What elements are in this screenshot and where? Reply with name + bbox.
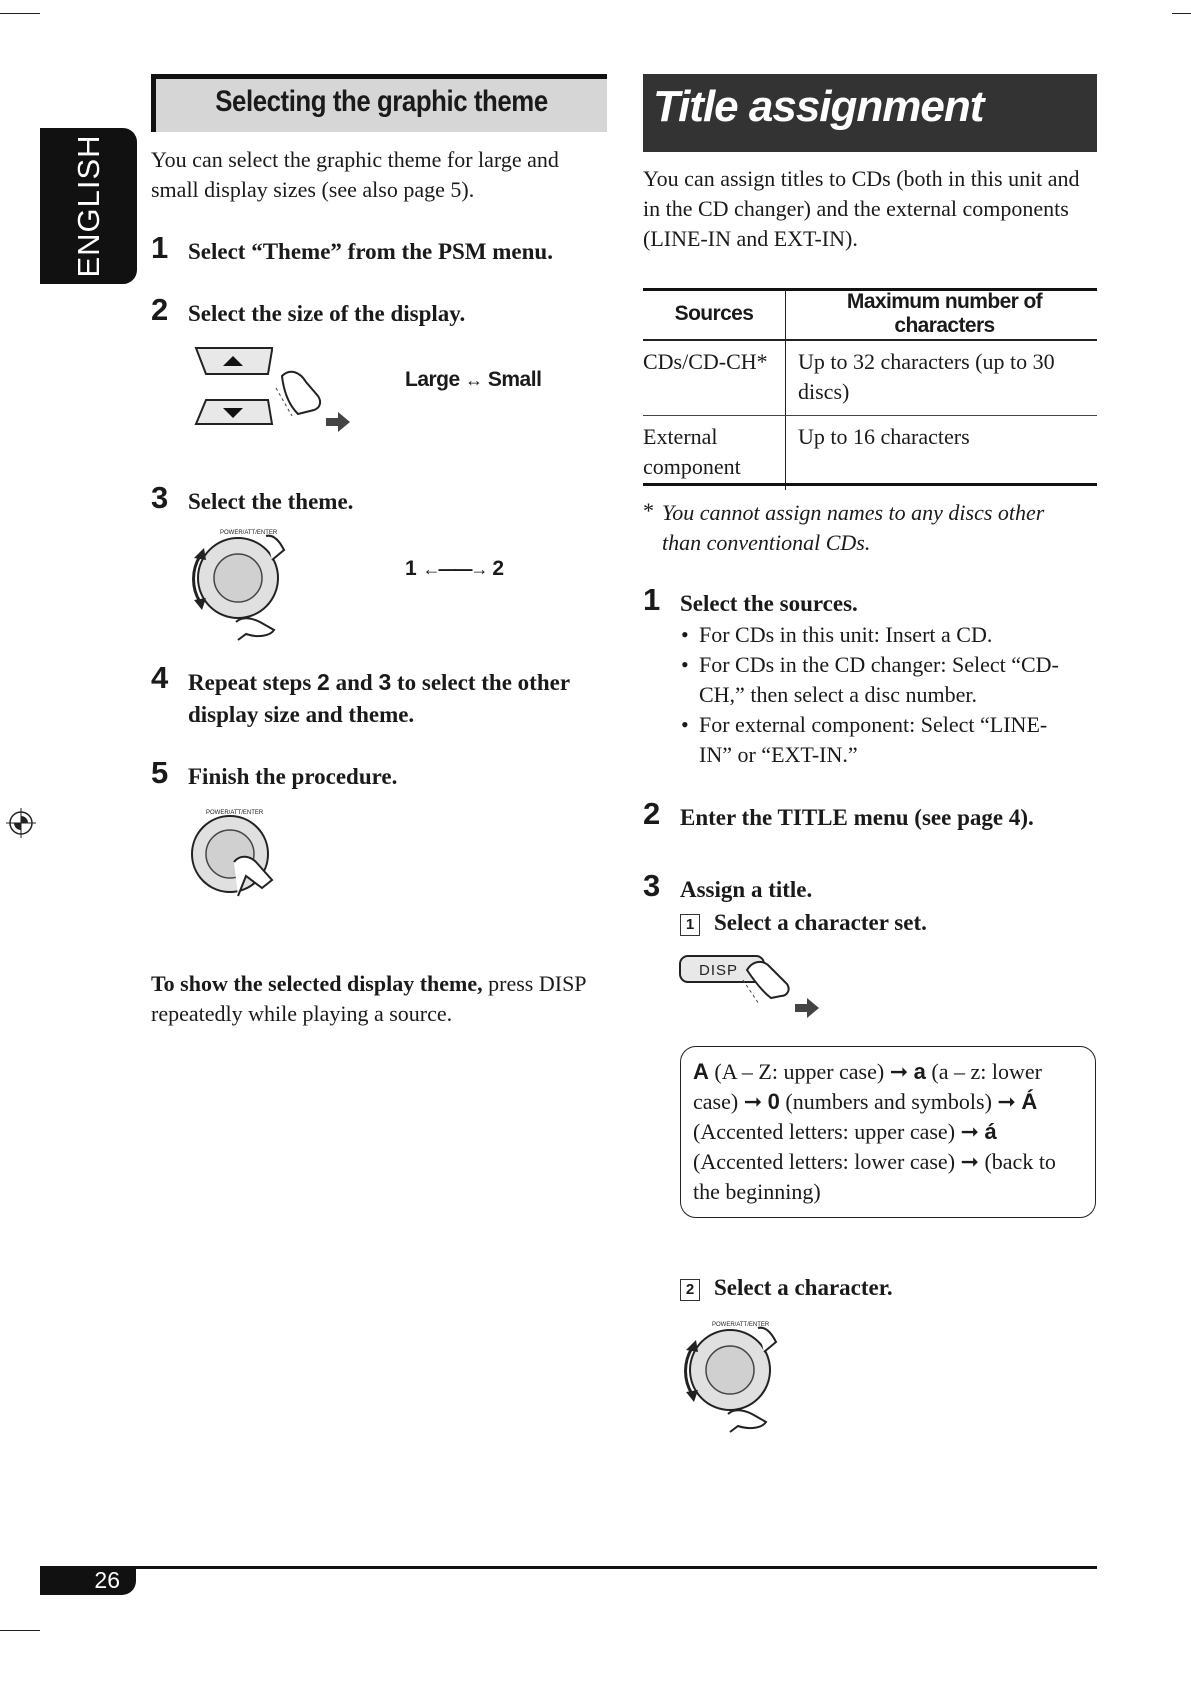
disp-button-illustration (677, 952, 837, 1022)
size-toggle (405, 368, 541, 392)
page-number: 26 (40, 1566, 136, 1595)
character-set-cycle: A (A – Z: upper case) ➞ a (a – z: lower case) ➞ 0 (numbers and symbols) ➞ Á (Accented letters: upper case) ➞ á (Accented letters: lower case) ➞ (back to the beginning) (680, 1046, 1096, 1218)
step-number: 3 (151, 480, 169, 515)
table-header: Maximum number of characters (786, 289, 1098, 340)
table-header: Sources (643, 289, 786, 340)
display-theme-note: To show the selected display theme, press DISP repeatedly while playing a source. (151, 971, 586, 1026)
table-cell: External component (643, 424, 741, 479)
step-number: 4 (151, 660, 169, 695)
svg-text:POWER/ATT/ENTER: POWER/ATT/ENTER (712, 1322, 770, 1328)
bidirectional-arrow-icon: ↔ (465, 370, 483, 390)
list-item: • For CDs in the CD changer: Select “CD-CH,” then select a disc number. (680, 650, 1080, 710)
arrow-right-icon: ➞ (889, 1059, 909, 1084)
knob-label: POWER/ATT/ENTER (220, 530, 278, 536)
footnote: You cannot assign names to any discs other than conventional CDs. (662, 500, 1045, 555)
substep-number: 2 (680, 1279, 700, 1301)
table-cell: Up to 32 characters (up to 30 discs) (786, 340, 1098, 416)
press-knob-illustration (186, 800, 286, 906)
sources-table (643, 289, 1097, 490)
table-row (643, 340, 1097, 416)
theme-2-label: 2 (492, 557, 505, 580)
rotate-knob-illustration (186, 526, 296, 644)
intro-text: You can select the graphic theme for large and small display sizes (see also page 5). (151, 147, 559, 202)
list-item: • For external component: Select “LINE-IN” or “EXT-IN.” (680, 710, 1080, 770)
section-header-graphic-theme (151, 74, 607, 132)
step-text: Select the sources. (680, 591, 858, 616)
language-label: ENGLISH (70, 134, 106, 278)
rotate-knob-illustration (678, 1318, 788, 1436)
substep (680, 1272, 1100, 1304)
section-title: Selecting the graphic theme (215, 85, 548, 118)
footer-rule (40, 1566, 1097, 1569)
arrow-right-icon: ➞ (997, 1089, 1016, 1114)
step-number: 5 (151, 755, 169, 790)
step-text: Select the theme. (188, 489, 354, 514)
finger-icon (747, 962, 789, 998)
step-number: 2 (643, 796, 661, 831)
step-number: 1 (643, 582, 661, 617)
arrow-right-icon (326, 412, 350, 432)
arrow-right-icon (795, 998, 819, 1018)
list-item: • For CDs in this unit: Insert a CD. (680, 620, 1080, 650)
step-number: 3 (643, 868, 661, 903)
disp-label: DISP (699, 962, 739, 979)
size-large-label: Large (405, 368, 460, 391)
registration-mark-icon (6, 808, 36, 838)
size-small-label: Small (487, 368, 542, 391)
step-text: Assign a title. (680, 877, 813, 902)
substep-number: 1 (680, 914, 700, 936)
arrow-right-icon: ➞ (960, 1149, 979, 1174)
bidirectional-arrow-icon: ←——→ (422, 559, 487, 579)
step-text: Finish the procedure. (188, 764, 398, 789)
svg-text:POWER/ATT/ENTER: POWER/ATT/ENTER (206, 810, 264, 816)
up-down-buttons-illustration (186, 342, 361, 434)
arrow-right-icon: ➞ (743, 1089, 763, 1114)
table-rule (643, 483, 1097, 486)
table-row (643, 416, 1097, 491)
theme-1-label: 1 (405, 557, 417, 580)
substep-text: Select a character. (714, 1275, 893, 1300)
arrow-right-icon: ➞ (960, 1119, 979, 1144)
step-text: Repeat steps 2 and 3 to select the other display size and theme. (188, 669, 570, 727)
footnote-mark: * (643, 498, 654, 523)
table-cell: CDs/CD-CH* (643, 340, 786, 416)
source-list (680, 620, 1080, 770)
section-header-title-assignment (643, 74, 1097, 152)
step-text: Select “Theme” from the PSM menu. (188, 239, 553, 264)
crop-mark (0, 13, 40, 14)
step-text: Select the size of the display. (188, 301, 466, 326)
theme-toggle (405, 557, 504, 581)
step-text: Enter the TITLE menu (see page 4). (680, 805, 1034, 830)
step-number: 2 (151, 292, 169, 327)
crop-mark (0, 1630, 40, 1631)
finger-icon (282, 372, 320, 414)
substep-text: Select a character set. (714, 910, 927, 935)
intro-text: You can assign titles to CDs (both in this unit and in the CD changer) and the external components (LINE-IN and EXT-IN). (643, 166, 1080, 251)
step-number: 1 (151, 230, 169, 265)
crop-mark (1172, 13, 1191, 14)
substep (680, 907, 1100, 939)
section-title: Title assignment (653, 82, 984, 131)
table-cell: Up to 16 characters (786, 416, 1098, 491)
language-tab (40, 128, 137, 284)
